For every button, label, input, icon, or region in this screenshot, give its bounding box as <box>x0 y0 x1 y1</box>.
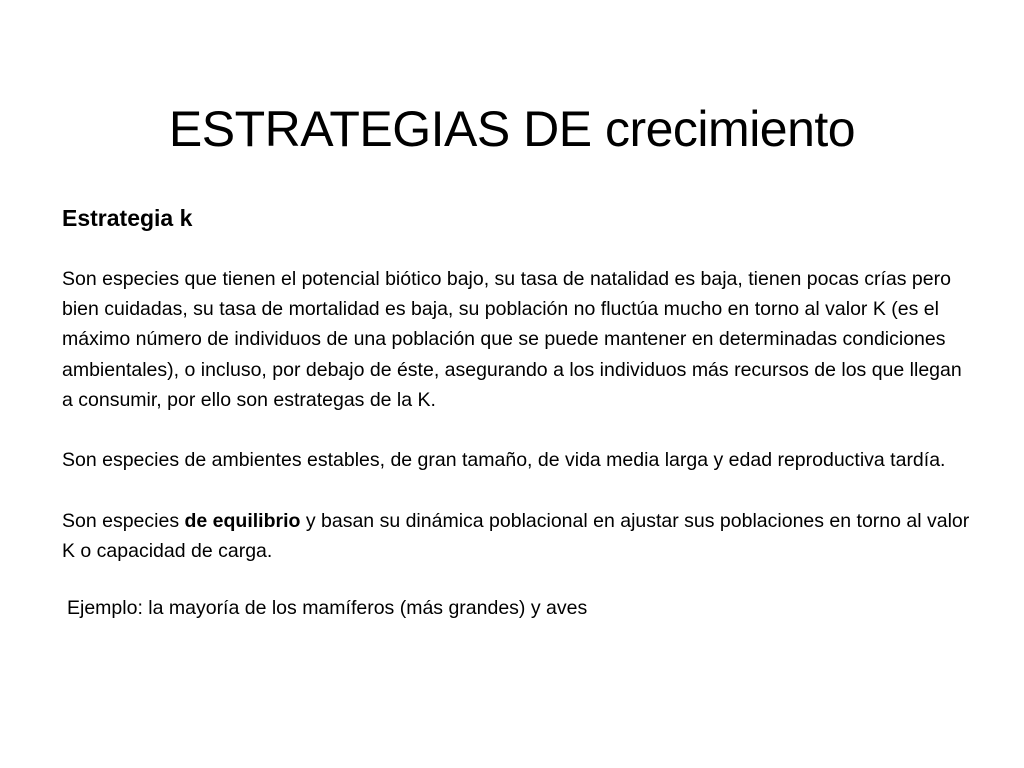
paragraph-equilibrium-post: y basan su dinámica poblacional en ajustar sus poblaciones en torno al valor K o capacidad de carga. <box>62 509 970 562</box>
section-heading: Estrategia k <box>62 205 193 231</box>
paragraph-definition: Son especies que tienen el potencial biótico bajo, su tasa de natalidad es baja, tienen pocas crías pero bien cuidadas, su tasa de mortalidad es baja, su población no fluctúa mucho en torno al valor K (es el máximo número de individuos de una población que se puede mantener en determinadas condiciones ambientales), o incluso, por debajo de éste, asegurando a los individuos más recursos de los que llegan a consumir, por ello son estrategas de la K. <box>62 268 962 411</box>
slide-body <box>62 196 972 653</box>
paragraph-equilibrium-bold: de equilibrio <box>184 509 301 532</box>
slide-title: ESTRATEGIAS DE crecimiento <box>168 100 856 157</box>
paragraph-example: Ejemplo: la mayoría de los mamíferos (más grandes) y aves <box>67 597 588 619</box>
paragraph-characteristics: Son especies de ambientes estables, de gran tamaño, de vida media larga y edad reproductiva tardía. <box>62 449 946 472</box>
paragraph-equilibrium-pre: Son especies <box>62 509 185 532</box>
paragraph-equilibrium <box>62 506 972 566</box>
